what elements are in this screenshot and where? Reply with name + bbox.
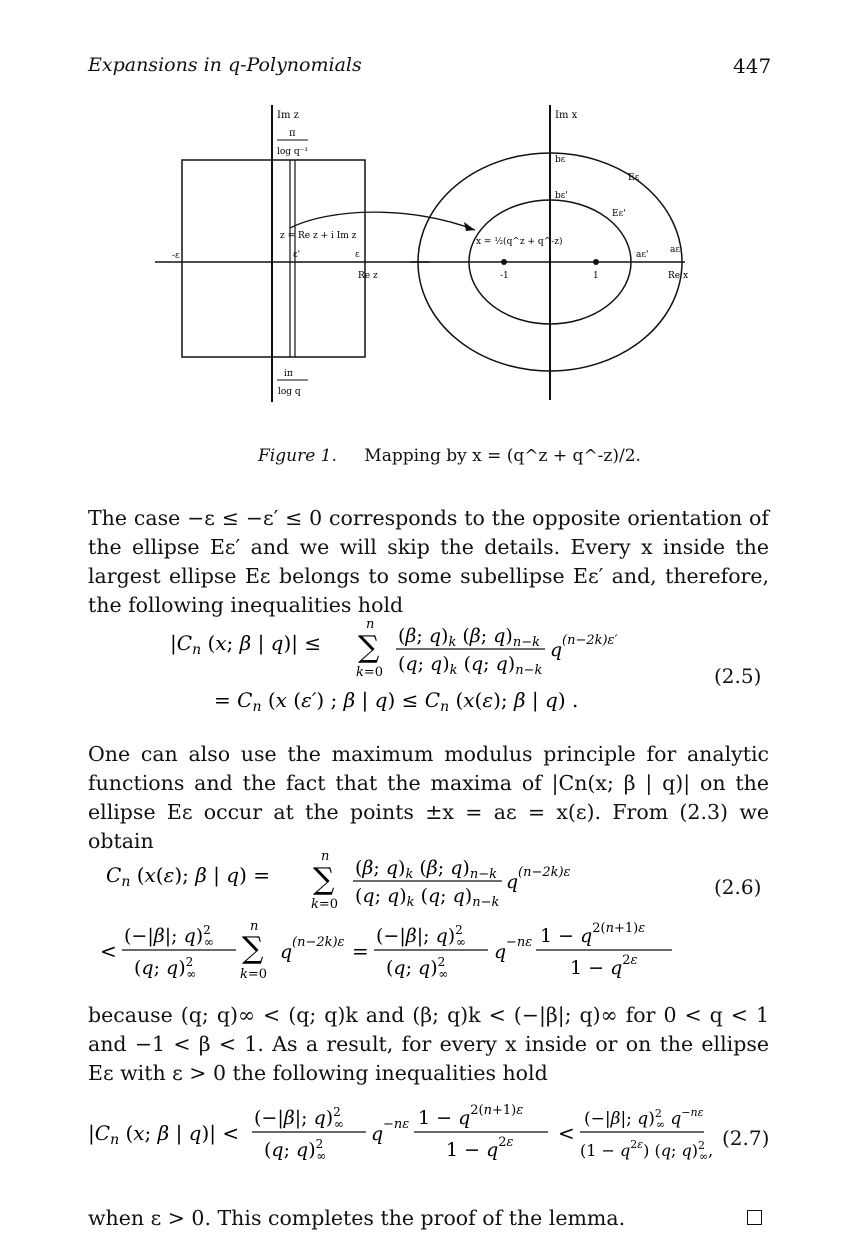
svg-text:(−|β|; q)2∞ q−nε: (−|β|; q)$^2$ ∞ $q^{-n\varepsilon}$ [584, 1106, 704, 1131]
svg-text:−nε: −nε [506, 935, 533, 950]
svg-text:(q; q)2∞: (q; q)$^2$ ∞ [386, 955, 449, 981]
svg-text:k=0: k=0 [311, 897, 339, 912]
strip-rectangle [182, 160, 365, 357]
top-fraction-num: π [289, 128, 296, 139]
x-formula-label: x = ½(q^z + q^-z) [476, 237, 563, 247]
a-eps-prime-label: aε' [636, 250, 649, 260]
equation-2-6 [100, 844, 700, 999]
map-formula-label: z = Re z + i Im z [280, 231, 357, 241]
point-one [593, 259, 599, 265]
svg-text:(q; q)k (q; q)n−k: (q; $q)_k$ (q; $q)_{n-k}$ [355, 885, 500, 910]
svg-text:∑: ∑ [313, 862, 335, 897]
top-fraction-den: log q⁻¹ [277, 147, 309, 157]
svg-text:k=0: k=0 [240, 967, 268, 982]
qed-square [747, 1210, 762, 1225]
arrow-head [464, 222, 475, 231]
svg-text:q: q [371, 1123, 384, 1145]
svg-text:∑: ∑ [358, 630, 380, 665]
svg-text:(n−2k)ε′: (n−2k)ε′ [562, 633, 618, 648]
E-eps-prime-label: Eε' [612, 209, 626, 219]
im-z-label: Im z [277, 110, 299, 121]
b-eps-prime-label: bε' [555, 191, 568, 201]
svg-text:k=0: k=0 [356, 665, 384, 680]
page-number: 447 [733, 54, 772, 78]
bottom-fraction-den: log q [278, 387, 301, 397]
equation-number-2-7: (2.7) [722, 1126, 770, 1150]
figure-caption [258, 446, 641, 466]
svg-text:q: q [506, 871, 519, 893]
re-x-label: Re x [668, 271, 689, 281]
equation-number-2-6: (2.6) [714, 875, 762, 899]
point-minus-one [501, 259, 507, 265]
svg-text:|Cn (x; β | q)| ≤: $|C_n$ (x; β | q)| ≤ [170, 631, 322, 658]
paragraph-2: One can also use the maximum modulus principle for analytic functions and the fact that the maxima of |Cn(x; β | q)| on the ellipse Eε occur at the points ±x = aε = x(ε). From (2.3) we obtain [88, 742, 769, 853]
re-z-label: Re z [358, 271, 378, 281]
svg-text:Cn (x(ε); β | q) =: $C_n$ (x(ε); β | q) = [106, 863, 270, 890]
svg-text:= Cn (x (ε′) ; β | q) ≤ Cn (x(: = $C_n$ (x (ε′) ; β | $q) \le C_n$ (x(ε); β | q) . [214, 688, 579, 715]
E-eps-label: Eε [628, 173, 640, 183]
mapping-arrow [290, 212, 475, 230]
svg-text:1 − q2(n+1)ε: $1 - q^{2(n+1)\varepsilon}$ [540, 921, 646, 947]
svg-text:1 − q2ε: $1 - q^{2\varepsilon}$ [446, 1135, 514, 1161]
figure-mapping [150, 100, 710, 434]
im-x-label: Im x [555, 110, 578, 121]
svg-text:(q; q)2∞: (q; q)$^2$ ∞ [264, 1137, 327, 1163]
svg-text:n: n [366, 617, 375, 632]
svg-text:<: < [558, 1121, 575, 1145]
minus-one-label: -1 [500, 271, 509, 281]
b-eps-label: bε [555, 155, 566, 165]
svg-text:(n−2k)ε: (n−2k)ε [518, 865, 571, 880]
paragraph-3: because (q; q)∞ < (q; q)k and (β; q)k < (−|β|; q)∞ for 0 < q < 1 and −1 < β < 1. As a result, for every x inside or on the ellipse Eε with ε > 0 the following inequalities hold [88, 1003, 769, 1085]
one-label: 1 [593, 271, 599, 281]
svg-text:1 − q2ε: $1 - q^{2\varepsilon}$ [570, 953, 638, 979]
svg-text:q: q [494, 941, 507, 963]
svg-text:1 − q2(n+1)ε: $1 - q^{2(n+1)\varepsilon}$ [418, 1103, 524, 1129]
svg-text:|Cn (x; β | q)| <: $|C_n$ (x; β | q)| < [88, 1121, 240, 1148]
caption-label: Figure 1. [258, 446, 337, 466]
svg-text:(q; q)2∞: (q; q)$^2$ ∞ [134, 955, 197, 981]
equation-number-2-5: (2.5) [714, 664, 762, 688]
svg-text:(1 − q2ε) (q; q)2∞,: $(1 - q^{2\varepsilon})$ (q; q)$^2$ ∞, [580, 1138, 714, 1163]
paragraph-1: The case −ε ≤ −ε′ ≤ 0 corresponds to the opposite orientation of the ellipse Eε′ and we will skip the details. Every x inside the largest ellipse Eε belongs to some subellipse Eε′ and, therefore, the following inequalities hold [88, 506, 769, 617]
caption-text: Mapping by x = (q^z + q^-z)/2. [364, 446, 641, 466]
svg-text:q: q [550, 639, 563, 661]
epsilon-prime-label: ε' [293, 250, 301, 260]
figure-svg [150, 100, 710, 430]
svg-text:−nε: −nε [383, 1117, 410, 1132]
svg-text:(−|β|; q)2∞: (−|β|; q)$^2$ ∞ [254, 1105, 344, 1131]
neg-epsilon-label: -ε [172, 251, 180, 261]
paragraph-4: when ε > 0. This completes the proof of the lemma. [88, 1206, 626, 1230]
svg-text:(β; q)k (β; q)n−k: (β; $q)_k$ (β; $q)_{n-k}$ [398, 625, 540, 650]
svg-text:n: n [321, 849, 330, 864]
epsilon-label: ε [355, 250, 360, 260]
svg-text:(−|β|; q)2∞: (−|β|; q)$^2$ ∞ [376, 923, 466, 949]
svg-text:(β; q)k (β; q)n−k: (β; $q)_k$ (β; $q)_{n-k}$ [355, 857, 497, 882]
bottom-fraction-num: iπ [284, 369, 293, 379]
svg-text:∑: ∑ [242, 931, 264, 966]
svg-text:q: q [280, 941, 293, 963]
a-eps-label: aε [670, 245, 681, 255]
svg-text:=: = [352, 939, 369, 963]
svg-text:(n−2k)ε: (n−2k)ε [292, 935, 345, 950]
svg-text:(q; q)k (q; q)n−k: (q; $q)_k$ (q; $q)_{n-k}$ [398, 653, 543, 678]
equation-2-7 [88, 1100, 714, 1185]
running-title: Expansions in q-Polynomials [88, 54, 362, 76]
equation-2-5 [170, 612, 710, 727]
svg-text:(−|β|; q)2∞: (−|β|; q)$^2$ ∞ [124, 923, 214, 949]
svg-text:n: n [250, 919, 259, 934]
svg-text:<: < [100, 939, 117, 963]
